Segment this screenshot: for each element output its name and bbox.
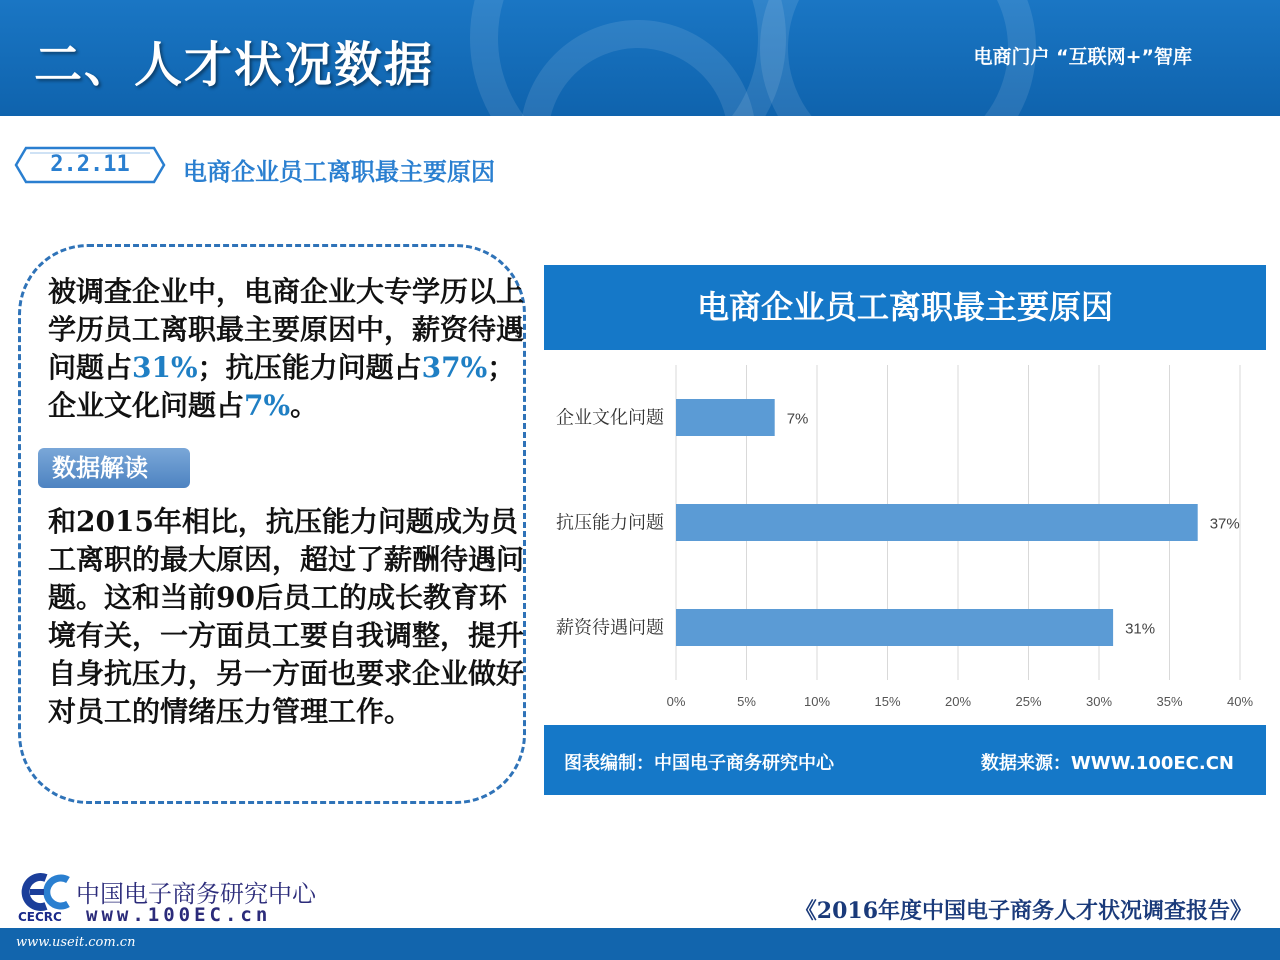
chart-title: 电商企业员工离职最主要原因 [696, 288, 1113, 326]
section-number: 2.2.11 [50, 152, 130, 177]
x-tick-label: 0% [666, 694, 686, 709]
section-title: 电商企业员工离职最主要原因 [183, 158, 495, 186]
data-label: 7% [786, 410, 809, 428]
summary-paragraph [48, 273, 526, 425]
culture-percent: 7% [244, 389, 291, 422]
header-banner [0, 0, 1280, 116]
x-tick-label: 35% [1156, 694, 1183, 709]
logo-org-name: 中国电子商务研究中心 [76, 880, 316, 908]
summary-text: 。 [290, 389, 319, 422]
summary-text: 被调查企业中，电商企业大专学历以上学历员工离职最主要原因中，薪资待遇问题占 [48, 275, 525, 384]
summary-text: ；抗压能力问题占 [197, 351, 422, 384]
x-tick-label: 40% [1226, 694, 1254, 709]
category-label: 企业文化问题 [556, 407, 664, 429]
bar-chart [544, 350, 1266, 725]
section-number-badge [14, 146, 166, 184]
summary-text: ；企业文化问题占 [48, 351, 516, 422]
chart-footer [544, 725, 1266, 795]
logo-url: www.100EC.cn [86, 904, 272, 926]
chart-source: 数据来源：WWW.100EC.CN [980, 753, 1234, 774]
x-tick-label: 10% [803, 694, 831, 709]
logo-abbr: CECRC [18, 910, 62, 924]
header-slogan: 电商门户 “互联网+”智库 [973, 46, 1192, 68]
interpretation-paragraph: 和2015年相比，抗压能力问题成为员工离职的最大原因，超过了薪酬待遇问题。这和当前90后员工的成长教育环境有关，一方面员工要自我调整，提升自身抗压力，另一方面也要求企业做好对员工的情绪压力管理工作。 [48, 505, 525, 728]
bottom-bar [0, 928, 1280, 960]
x-tick-label: 5% [737, 694, 756, 709]
watermark: www.useit.com.cn [16, 935, 136, 950]
page-title: 二、人才状况数据 [34, 37, 435, 93]
interpretation-label: 数据解读 [38, 448, 190, 488]
bar [676, 504, 1198, 541]
chart-compiler: 图表编制：中国电子商务研究中心 [564, 753, 834, 774]
x-tick-label: 30% [1085, 694, 1113, 709]
chart-panel [544, 265, 1266, 795]
bar [676, 609, 1113, 646]
bar [676, 399, 775, 436]
x-tick-label: 20% [944, 694, 972, 709]
salary-percent: 31% [132, 351, 198, 384]
report-title: 《2016年度中国电子商务人才状况调查报告》 [794, 898, 1252, 924]
category-label: 抗压能力问题 [556, 512, 664, 534]
x-tick-label: 25% [1015, 694, 1042, 709]
x-tick-label: 15% [874, 694, 901, 709]
cecrc-logo-icon [16, 872, 74, 912]
chart-title-bar [544, 265, 1266, 350]
data-label: 37% [1209, 515, 1240, 533]
category-label: 薪资待遇问题 [556, 617, 664, 639]
pressure-percent: 37% [421, 351, 488, 384]
data-label: 31% [1125, 620, 1156, 638]
